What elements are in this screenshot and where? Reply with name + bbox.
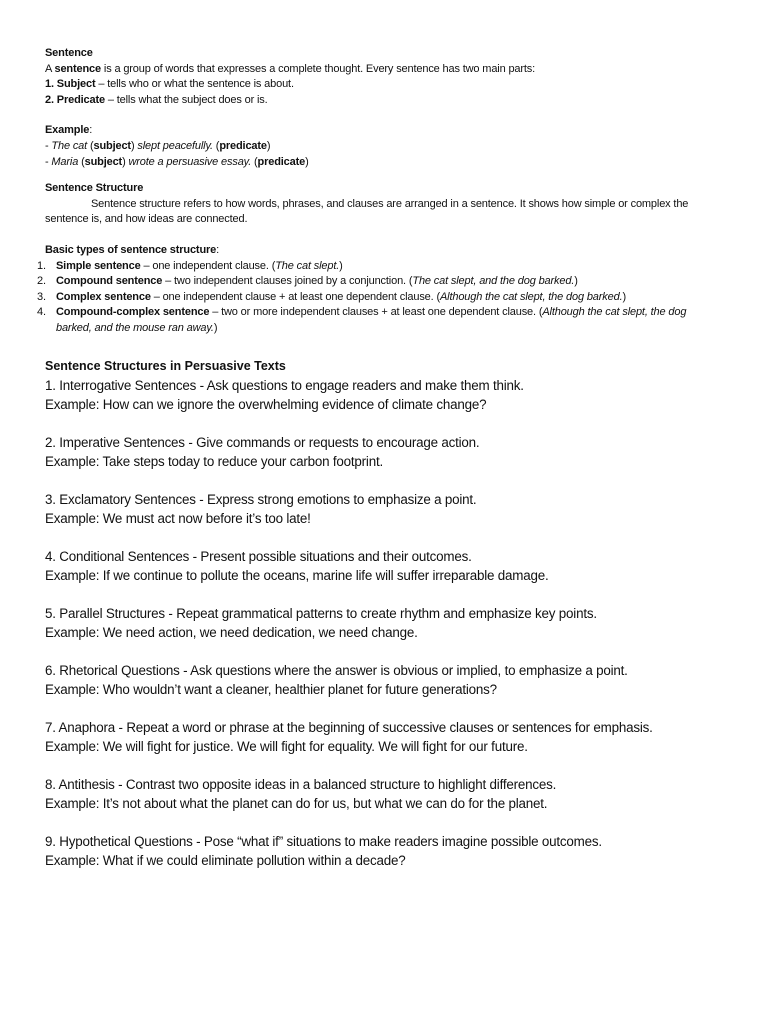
list-item <box>45 490 705 528</box>
list-item <box>45 604 705 642</box>
structure-example: Example: It’s not about what the planet can do for us, but what we can do for the planet. <box>45 795 548 811</box>
example-line-2: - Maria (subject) wrote a persuasive essay. (predicate) <box>45 155 309 168</box>
sentence-part-subject: 1. Subject – tells who or what the sentence is about. <box>45 78 294 91</box>
types-heading: Basic types of sentence structure: <box>45 243 220 256</box>
structure-example: Example: What if we could eliminate pollution within a decade? <box>45 852 406 868</box>
list-item <box>45 376 705 414</box>
list-item: 4. Compound-complex sentence – two or more independent clauses + at least one dependent clause. (Although the cat slept, the dog barked, and the mouse ran away.) <box>37 306 687 334</box>
list-item: 2. Compound sentence – two independent clauses joined by a conjunction. (The cat slept, and the dog barked.) <box>37 275 578 288</box>
list-item <box>45 547 705 585</box>
structure-line: 7. Anaphora - Repeat a word or phrase at the beginning of successive clauses or sentences for emphasis. <box>45 719 653 735</box>
example-heading: Example: <box>45 124 93 137</box>
list-item: 3. Complex sentence – one independent clause + at least one dependent clause. (Although the cat slept, the dog barked.) <box>37 290 626 303</box>
structure-heading: Sentence Structure <box>45 182 144 195</box>
structure-example: Example: We need action, we need dedication, we need change. <box>45 624 418 640</box>
list-item <box>45 832 705 870</box>
structure-example: Example: Take steps today to reduce your carbon footprint. <box>45 453 383 469</box>
structure-line: 8. Antithesis - Contrast two opposite ideas in a balanced structure to highlight differences. <box>45 776 557 792</box>
example-line-1: - The cat (subject) slept peacefully. (predicate) <box>45 139 271 152</box>
list-item: 1. Simple sentence – one independent clause. (The cat slept.) <box>37 259 343 272</box>
list-item <box>45 775 705 813</box>
structure-example: Example: How can we ignore the overwhelming evidence of climate change? <box>45 396 487 412</box>
structure-line: 2. Imperative Sentences - Give commands or requests to encourage action. <box>45 434 480 450</box>
structure-line: 5. Parallel Structures - Repeat grammatical patterns to create rhythm and emphasize key points. <box>45 605 597 621</box>
types-list <box>37 259 705 337</box>
sentence-heading: Sentence <box>45 47 93 59</box>
sentence-definition: A sentence is a group of words that expresses a complete thought. Every sentence has two main parts: <box>45 62 536 75</box>
persuasive-list <box>45 376 705 870</box>
structure-example: Example: If we continue to pollute the oceans, marine life will suffer irreparable damage. <box>45 567 549 583</box>
sentence-part-predicate: 2. Predicate – tells what the subject does or is. <box>45 93 268 106</box>
sentence-section <box>37 46 705 337</box>
structure-body: Sentence structure refers to how words, phrases, and clauses are arranged in a sentence. It shows how simple or complex the sentence is, and how ideas are connected. <box>45 197 689 226</box>
persuasive-heading: Sentence Structures in Persuasive Texts <box>45 358 286 373</box>
structure-example: Example: Who wouldn’t want a cleaner, healthier planet for future generations? <box>45 681 497 697</box>
list-item <box>45 718 705 756</box>
list-item <box>45 433 705 471</box>
structure-line: 4. Conditional Sentences - Present possible situations and their outcomes. <box>45 548 472 564</box>
structure-example: Example: We will fight for justice. We will fight for equality. We will fight for our future. <box>45 738 528 754</box>
structure-line: 1. Interrogative Sentences - Ask questions to engage readers and make them think. <box>45 377 524 393</box>
document-page <box>37 46 705 889</box>
structure-example: Example: We must act now before it’s too late! <box>45 510 311 526</box>
list-item <box>45 661 705 699</box>
structure-line: 6. Rhetorical Questions - Ask questions where the answer is obvious or implied, to emphasize a point. <box>45 662 628 678</box>
structure-line: 9. Hypothetical Questions - Pose “what if” situations to make readers imagine possible outcomes. <box>45 833 602 849</box>
structure-line: 3. Exclamatory Sentences - Express strong emotions to emphasize a point. <box>45 491 477 507</box>
